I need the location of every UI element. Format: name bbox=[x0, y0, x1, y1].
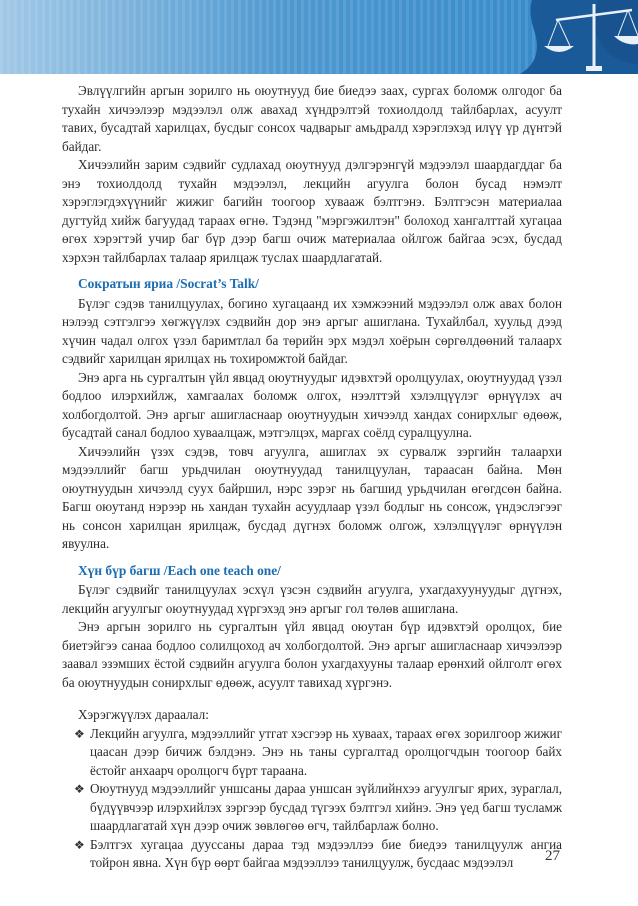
paragraph: Хичээлийн зарим сэдвийг судлахад оюутнууд дэлгэрэнгүй мэдээлэл шаардагддаг ба энэ тохиолдолд тухайн мэдээлэл, лекцийн агуулга болон бусад нэмэлт хэрэглэгдэхүүнийг жижиг багийн тоогоор хувааж бэлтгэнэ. Бэлтгэсэн материалаа дугтуйд хийж багуудад тараах өгнө. Тэдэнд "мэргэжилтэн" болоход хангалттай хугацаа өгөх хэрэгтэй учир баг бүр дээр багш очиж материалаа ойлгож байгаа эсэх, бусдад хэрхэн тайлбарлах талаар ярилцаж туслах шаардлагатай. bbox=[62, 157, 562, 265]
list-item bbox=[62, 725, 562, 781]
paragraph: Бүлэг сэдэв танилцуулах, богино хугацаанд их хэмжээний мэдээлэл олж авах болон нэлээд сэтгэлгээ хөгжүүлэх сэдвийн дор энэ аргыг ашиглана. Тухайлбал, хуульд дээд хүчин чадал олгох үзэл баримтлал ба төрийн эрх мэдэл хоёрын сөргөлдөөний талаарх сэдвийг харилцан ярилцах нь тохиромжтой байдаг. bbox=[62, 295, 562, 366]
page-content bbox=[62, 82, 562, 873]
list-item-text: Бэлтгэх хугацаа дууссаны дараа тэд мэдээллээ бие биедээ танилцуулж ангиа тойрон явна. Хүн бүр өөрт байгаа мэдээллээ танилцуулж, бусдаас мэдээлэл bbox=[90, 836, 562, 870]
sequence-intro: Хэрэгжүүлэх дараалал: bbox=[78, 707, 209, 722]
paragraph: Энэ аргын зорилго нь сургалтын үйл явцад оюутан бүр идэвхтэй оролцох, бие биетэйгээ санаа бодлоо солилцоход ач холбогдолтой. Энэ аргыг ашигласнаар хичээлээр заавал эзэмших ёстой сэдвийн агуулга болон ухагдахууны талаар ерөнхий ойлголт өгөх ба оюутнуудын сонирхлыг өдөөж, асуулт тавихад хүргэнэ. bbox=[62, 619, 562, 690]
sequence-list bbox=[62, 725, 562, 873]
paragraph: Эвлүүлгийн аргын зорилго нь оюутнууд бие биедээ заах, сургах боломж олгодог ба тухайн хичээлээр мэдээлэл олж авахад хүндрэлтэй тохиолдолд тайлбарлах, асуулт тавих, бусадтай харилцах, бусдыг сонсох чадварыг амьдралд хэрэглэхэд илүү үр дүнтэй байдаг. bbox=[62, 83, 562, 154]
section-heading-socrat: Сократын яриа /Socrat’s Talk/ bbox=[78, 276, 259, 291]
list-item-text: Лекцийн агуулга, мэдээллийг утгат хэсгээр нь хуваах, тараах өгөх зорилгоор жижиг цаасан дээр бичиж бэлдэнэ. Энэ нь таны сургалтад оролцогчдын тоогоор байх ёстойг анхаарч оролцогч бүрт тараана. bbox=[90, 725, 562, 778]
paragraph: Хичээлийн үзэх сэдэв, товч агуулга, ашиглах эх сурвалж зэргийн талаархи мэдээллийг багш урьдчилан оюутнуудад танилцуулан, тараасан байна. Мөн оюутнуудын хичээлд суух байршил, нэрс зэрэг нь багшид урьдчилан өгөгдсөн байна. Багш оюутанд нэрээр нь хандан тухайн асуудлаар үзэл бодлыг нь сонсож, үндэслэгээг нь сонсон харилцан ярилцаж, бусдад дүгнэх боломж олгож, хэлэлцүүлэг өрнүүлэн явуулна. bbox=[62, 443, 562, 551]
diamond-bullet-icon: ❖ bbox=[74, 782, 85, 796]
list-item-text: Оюутнууд мэдээллийг уншсаны дараа уншсан зүйлийнхээ агуулгыг ярих, зураглал, бүдүүвчээр илэрхийлэх зэргээр бусдад түгээх бэлтгэл хийнэ. Энэ үед багш тусламж шаардлагатай хүн дээр очиж зөвлөгөө өгч, тайлбарлаж болно. bbox=[90, 781, 562, 833]
page-number: 27 bbox=[545, 848, 560, 864]
list-item bbox=[62, 780, 562, 836]
list-item bbox=[62, 836, 562, 873]
scales-of-justice-icon bbox=[514, 0, 638, 74]
paragraph: Энэ арга нь сургалтын үйл явцад оюутнуудыг идэвхтэй оролцуулах, оюутнуудад үзэл бодлоо илэрхийлж, хамгаалах боломж олгох, нээлттэй хэлэлцүүлэг өрнүүлэх ач холбогдолтой. Энэ аргыг ашигласнаар оюутнуудын хичээлд хандах сонирхлыг өдөөж, бусадтай санал бодлоо хуваалцаж, мэтгэлцэх, маргах соёлд суралцуулна. bbox=[62, 369, 562, 440]
paragraph: Бүлэг сэдвийг танилцуулах эсхүл үзсэн сэдвийн агуулга, ухагдахуунуудыг дүгнэх, лекцийн агуулгыг оюутнуудад хүргэхэд энэ аргыг гол төлөв ашиглана. bbox=[62, 582, 562, 616]
diamond-bullet-icon: ❖ bbox=[74, 837, 85, 852]
section-heading-each-one: Хүн бүр багш /Each one teach one/ bbox=[78, 562, 281, 578]
diamond-bullet-icon: ❖ bbox=[74, 726, 85, 741]
